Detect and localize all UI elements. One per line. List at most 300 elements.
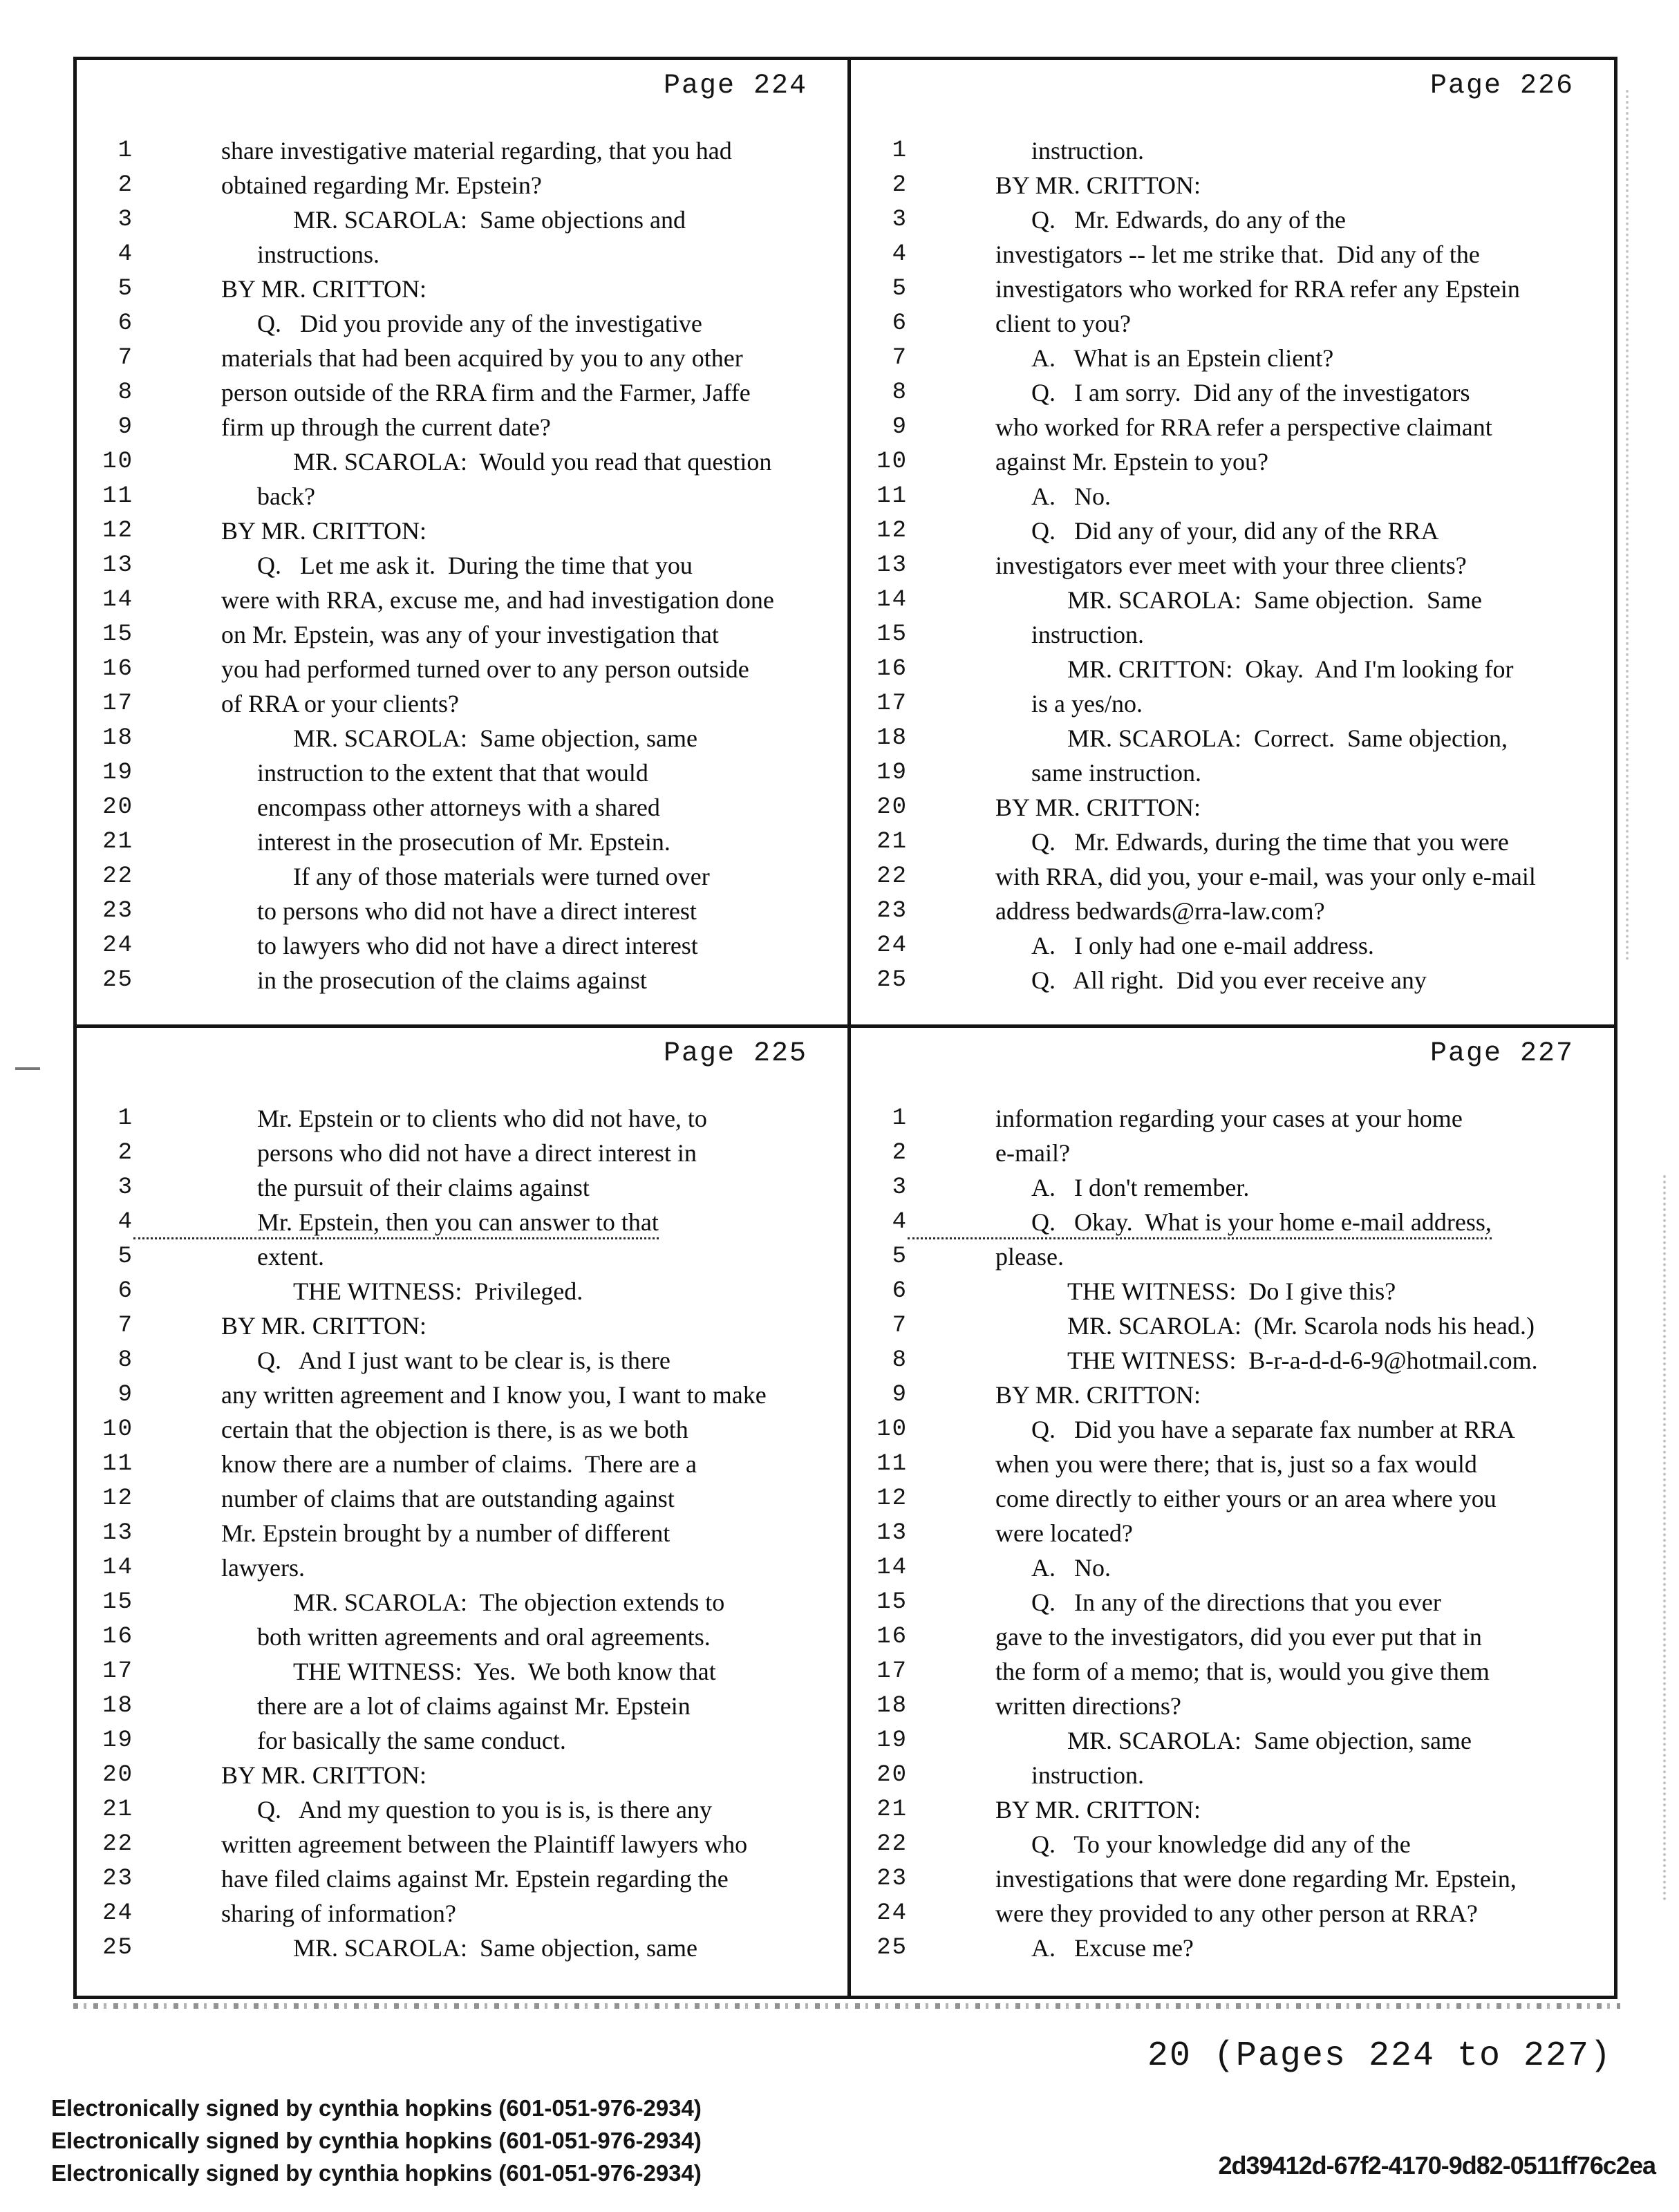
line-number: 22 xyxy=(102,1831,133,1857)
line-text: BY MR. CRITTON: xyxy=(995,1796,1201,1824)
transcript-line xyxy=(77,1412,847,1447)
line-text: MR. SCAROLA: Correct. Same objection, xyxy=(1067,724,1508,752)
line-text: MR. SCAROLA: Same objections and xyxy=(293,206,686,234)
line-number: 1 xyxy=(892,1105,908,1132)
line-text: share investigative material regarding, that you had xyxy=(221,137,732,165)
line-number: 17 xyxy=(102,691,133,717)
transcript-line xyxy=(77,1862,847,1896)
transcript-line xyxy=(77,1689,847,1723)
line-text: were they provided to any other person at RRA? xyxy=(995,1900,1478,1927)
line-number: 19 xyxy=(102,760,133,786)
line-text: BY MR. CRITTON: xyxy=(221,1312,427,1340)
line-number: 21 xyxy=(102,1797,133,1823)
line-text: Q. I am sorry. Did any of the investigators xyxy=(1031,379,1470,406)
line-number: 8 xyxy=(892,379,908,406)
transcript-line xyxy=(77,1101,847,1136)
line-number: 14 xyxy=(102,1555,133,1581)
line-text: for basically the same conduct. xyxy=(257,1727,566,1754)
transcript-line xyxy=(77,168,847,203)
line-text: A. I don't remember. xyxy=(1031,1174,1250,1201)
transcript-line xyxy=(77,203,847,237)
transcript-page-226 xyxy=(851,60,1614,1028)
transcript-line xyxy=(77,375,847,410)
line-number: 6 xyxy=(892,310,908,337)
line-number: 9 xyxy=(118,414,133,440)
line-number: 19 xyxy=(876,760,908,786)
transcript-line xyxy=(851,1274,1614,1309)
line-number: 10 xyxy=(102,1416,133,1443)
line-text: you had performed turned over to any person outside xyxy=(221,655,749,683)
line-number: 2 xyxy=(892,172,908,198)
page-header: Page 225 xyxy=(663,1038,807,1069)
line-number: 2 xyxy=(892,1140,908,1166)
line-number: 7 xyxy=(118,345,133,371)
line-text: written agreement between the Plaintiff lawyers who xyxy=(221,1830,748,1858)
transcript-line xyxy=(77,1205,847,1239)
line-number: 17 xyxy=(102,1658,133,1685)
line-number: 16 xyxy=(102,656,133,682)
line-text: THE WITNESS: Privileged. xyxy=(293,1277,583,1305)
line-text: instruction. xyxy=(1031,1761,1144,1789)
transcript-line xyxy=(851,1170,1614,1205)
line-text: MR. SCAROLA: Same objection, same xyxy=(1067,1727,1472,1754)
line-number: 12 xyxy=(102,1485,133,1512)
transcript-line xyxy=(77,341,847,375)
line-text: the form of a memo; that is, would you give them xyxy=(995,1658,1490,1685)
line-text: have filed claims against Mr. Epstein regarding the xyxy=(221,1865,729,1893)
transcript-line xyxy=(851,686,1614,721)
transcript-line xyxy=(77,790,847,825)
transcript-line xyxy=(851,928,1614,963)
line-number: 11 xyxy=(876,483,908,509)
line-text: THE WITNESS: Do I give this? xyxy=(1067,1277,1396,1305)
transcript-line xyxy=(77,1550,847,1585)
line-text: THE WITNESS: Yes. We both know that xyxy=(293,1658,716,1685)
line-number: 20 xyxy=(876,794,908,821)
transcript-line xyxy=(77,756,847,790)
scan-edge-artifact xyxy=(1626,90,1629,961)
transcript-line xyxy=(77,237,847,272)
transcript-line xyxy=(851,1239,1614,1274)
line-number: 25 xyxy=(102,967,133,993)
signature-block xyxy=(51,2092,702,2189)
line-text: sharing of information? xyxy=(221,1900,456,1927)
line-text: A. What is an Epstein client? xyxy=(1031,344,1334,372)
transcript-line xyxy=(851,583,1614,617)
line-number: 5 xyxy=(892,276,908,302)
line-number: 8 xyxy=(118,1347,133,1374)
transcript-line xyxy=(851,514,1614,548)
line-text: to lawyers who did not have a direct interest xyxy=(257,932,698,959)
line-number: 17 xyxy=(876,691,908,717)
transcript-grid xyxy=(73,57,1617,1999)
transcript-page-224 xyxy=(77,60,851,1028)
line-text: both written agreements and oral agreements. xyxy=(257,1623,711,1651)
line-text: BY MR. CRITTON: xyxy=(221,517,427,545)
line-text: persons who did not have a direct interest in xyxy=(257,1139,697,1167)
line-text: Mr. Epstein or to clients who did not have, to xyxy=(257,1105,707,1132)
line-text: were with RRA, excuse me, and had investigation done xyxy=(221,586,774,614)
line-number: 24 xyxy=(102,1900,133,1927)
transcript-line xyxy=(77,1516,847,1550)
transcript-line xyxy=(77,1447,847,1481)
transcript-line xyxy=(851,1689,1614,1723)
page-header: Page 224 xyxy=(663,71,807,102)
transcript-line xyxy=(851,1205,1614,1239)
transcript-line xyxy=(77,859,847,894)
transcript-line xyxy=(77,1792,847,1827)
transcript-line xyxy=(851,894,1614,928)
transcript-line xyxy=(851,1896,1614,1931)
transcript-line xyxy=(851,1343,1614,1378)
transcript-line xyxy=(851,1309,1614,1343)
line-number: 1 xyxy=(892,138,908,164)
transcript-line xyxy=(77,1827,847,1862)
line-text: encompass other attorneys with a shared xyxy=(257,794,660,821)
line-text: BY MR. CRITTON: xyxy=(995,1381,1201,1409)
transcript-line xyxy=(77,1723,847,1758)
transcript-line xyxy=(851,1101,1614,1136)
transcript-line xyxy=(851,652,1614,686)
line-text: A. No. xyxy=(1031,1554,1111,1582)
transcript-line xyxy=(77,1136,847,1170)
line-text: investigators ever meet with your three clients? xyxy=(995,552,1467,579)
line-number: 4 xyxy=(892,1209,908,1235)
line-number: 9 xyxy=(892,414,908,440)
transcript-line xyxy=(77,963,847,997)
line-number: 8 xyxy=(118,379,133,406)
line-number: 22 xyxy=(876,1831,908,1857)
line-number: 15 xyxy=(876,1589,908,1615)
line-number: 12 xyxy=(876,518,908,544)
line-text: with RRA, did you, your e-mail, was your only e-mail xyxy=(995,863,1536,890)
line-number: 13 xyxy=(876,552,908,579)
signature-line: Electronically signed by cynthia hopkins (601-051-976-2934) xyxy=(51,2095,702,2121)
transcript-line xyxy=(851,1136,1614,1170)
line-number: 8 xyxy=(892,1347,908,1374)
line-text: come directly to either yours or an area where you xyxy=(995,1485,1497,1512)
transcript-line xyxy=(77,479,847,514)
transcript-line xyxy=(851,963,1614,997)
transcript-line xyxy=(77,583,847,617)
line-number: 19 xyxy=(876,1727,908,1754)
line-number: 7 xyxy=(892,1313,908,1339)
line-number: 5 xyxy=(118,276,133,302)
line-text: number of claims that are outstanding against xyxy=(221,1485,675,1512)
transcript-line xyxy=(851,1585,1614,1620)
line-number: 6 xyxy=(118,1278,133,1304)
line-number: 5 xyxy=(118,1244,133,1270)
line-number: 21 xyxy=(876,1797,908,1823)
line-text: Q. Did any of your, did any of the RRA xyxy=(1031,517,1439,545)
line-number: 4 xyxy=(892,241,908,268)
line-number: 20 xyxy=(102,794,133,821)
transcript-line xyxy=(851,1481,1614,1516)
scan-noise-band xyxy=(73,2003,1620,2009)
transcript-page-227 xyxy=(851,1028,1614,1996)
line-text: BY MR. CRITTON: xyxy=(995,794,1201,821)
line-number: 3 xyxy=(892,1174,908,1201)
line-number: 22 xyxy=(102,863,133,890)
transcript-line xyxy=(77,721,847,756)
line-text: investigators -- let me strike that. Did any of the xyxy=(995,241,1480,268)
transcript-line xyxy=(77,1620,847,1654)
line-number: 23 xyxy=(102,898,133,924)
line-text: instruction. xyxy=(1031,137,1144,165)
transcript-line xyxy=(77,1378,847,1412)
line-text: A. I only had one e-mail address. xyxy=(1031,932,1374,959)
line-number: 16 xyxy=(102,1624,133,1650)
transcript-line xyxy=(77,825,847,859)
line-number: 7 xyxy=(892,345,908,371)
transcript-line xyxy=(851,1862,1614,1896)
signature-line: Electronically signed by cynthia hopkins (601-051-976-2934) xyxy=(51,2160,702,2186)
line-number: 24 xyxy=(876,932,908,959)
line-text: who worked for RRA refer a perspective claimant xyxy=(995,413,1492,441)
line-number: 9 xyxy=(118,1382,133,1408)
line-text: e-mail? xyxy=(995,1139,1070,1167)
line-number: 18 xyxy=(102,725,133,751)
transcript-line xyxy=(77,1309,847,1343)
transcript-line xyxy=(77,928,847,963)
line-text: MR. SCAROLA: (Mr. Scarola nods his head.) xyxy=(1067,1312,1535,1340)
line-text: Q. And I just want to be clear is, is there xyxy=(257,1347,670,1374)
line-text: on Mr. Epstein, was any of your investigation that xyxy=(221,621,719,648)
line-number: 21 xyxy=(102,829,133,855)
line-text: Q. Okay. What is your home e-mail address, xyxy=(908,1205,1492,1239)
line-number: 15 xyxy=(876,621,908,648)
transcript-line xyxy=(77,1896,847,1931)
line-text: Q. Mr. Edwards, during the time that you were xyxy=(1031,828,1509,856)
line-text: please. xyxy=(995,1243,1064,1271)
line-text: Q. Did you provide any of the investigative xyxy=(257,310,702,337)
line-text: MR. CRITTON: Okay. And I'm looking for xyxy=(1067,655,1514,683)
transcript-line xyxy=(851,1723,1614,1758)
line-number: 7 xyxy=(118,1313,133,1339)
line-text: extent. xyxy=(257,1243,324,1271)
transcript-line xyxy=(851,756,1614,790)
transcript-line xyxy=(77,1585,847,1620)
line-text: instructions. xyxy=(257,241,379,268)
line-number: 9 xyxy=(892,1382,908,1408)
line-text: any written agreement and I know you, I want to make xyxy=(221,1381,767,1409)
transcript-line xyxy=(851,1378,1614,1412)
line-number: 24 xyxy=(876,1900,908,1927)
transcript-line xyxy=(851,1550,1614,1585)
transcript-line xyxy=(77,272,847,306)
transcript-line xyxy=(851,272,1614,306)
scan-margin-artifact xyxy=(15,1067,40,1070)
line-number: 14 xyxy=(876,1555,908,1581)
scan-edge-artifact xyxy=(1663,1175,1666,1901)
line-number: 17 xyxy=(876,1658,908,1685)
line-text: A. Excuse me? xyxy=(1031,1934,1194,1962)
line-number: 2 xyxy=(118,172,133,198)
line-number: 14 xyxy=(102,587,133,613)
transcript-line xyxy=(851,203,1614,237)
line-text: address bedwards@rra-law.com? xyxy=(995,897,1325,925)
line-number: 11 xyxy=(102,1451,133,1477)
transcript-line xyxy=(851,1758,1614,1792)
line-text: instruction. xyxy=(1031,621,1144,648)
line-text: THE WITNESS: B-r-a-d-d-6-9@hotmail.com. xyxy=(1067,1347,1538,1374)
line-number: 6 xyxy=(892,1278,908,1304)
line-number: 13 xyxy=(876,1520,908,1546)
line-number: 12 xyxy=(876,1485,908,1512)
transcript-line xyxy=(851,1931,1614,1965)
transcript-line xyxy=(851,1412,1614,1447)
line-number: 1 xyxy=(118,138,133,164)
transcript-line xyxy=(77,617,847,652)
line-text: MR. SCAROLA: The objection extends to xyxy=(293,1588,725,1616)
transcript-line xyxy=(77,514,847,548)
transcript-line xyxy=(77,444,847,479)
line-text: know there are a number of claims. There are a xyxy=(221,1450,697,1478)
transcript-line xyxy=(851,306,1614,341)
line-number: 5 xyxy=(892,1244,908,1270)
line-text: If any of those materials were turned over xyxy=(293,863,710,890)
transcript-lines xyxy=(77,1101,847,1965)
line-number: 15 xyxy=(102,1589,133,1615)
transcript-line xyxy=(77,1481,847,1516)
transcript-line xyxy=(851,1620,1614,1654)
transcript-line xyxy=(851,410,1614,444)
line-number: 11 xyxy=(876,1451,908,1477)
line-text: Q. All right. Did you ever receive any xyxy=(1031,966,1427,994)
line-text: information regarding your cases at your home xyxy=(995,1105,1463,1132)
line-text: Q. In any of the directions that you ever xyxy=(1031,1588,1441,1616)
line-text: Q. To your knowledge did any of the xyxy=(1031,1830,1411,1858)
line-text: person outside of the RRA firm and the Farmer, Jaffe xyxy=(221,379,751,406)
transcript-line xyxy=(77,1343,847,1378)
transcript-line xyxy=(851,444,1614,479)
line-number: 18 xyxy=(876,1693,908,1719)
sheet-page-label: 20 (Pages 224 to 227) xyxy=(1147,2036,1612,2076)
transcript-line xyxy=(851,825,1614,859)
line-text: same instruction. xyxy=(1031,759,1201,787)
line-number: 18 xyxy=(876,725,908,751)
transcript-page-225 xyxy=(77,1028,851,1996)
line-number: 13 xyxy=(102,1520,133,1546)
transcript-line xyxy=(77,1758,847,1792)
line-text: certain that the objection is there, is as we both xyxy=(221,1416,688,1443)
line-number: 19 xyxy=(102,1727,133,1754)
line-number: 20 xyxy=(876,1762,908,1788)
transcript-line xyxy=(77,686,847,721)
transcript-line xyxy=(851,168,1614,203)
transcript-line xyxy=(851,1827,1614,1862)
line-text: there are a lot of claims against Mr. Epstein xyxy=(257,1692,691,1720)
line-number: 3 xyxy=(892,207,908,233)
line-number: 23 xyxy=(876,898,908,924)
transcript-line xyxy=(77,1274,847,1309)
line-number: 10 xyxy=(102,449,133,475)
line-number: 13 xyxy=(102,552,133,579)
line-text: is a yes/no. xyxy=(1031,690,1143,718)
transcript-line xyxy=(851,790,1614,825)
transcript-line xyxy=(77,1239,847,1274)
transcript-line xyxy=(77,548,847,583)
signature-line: Electronically signed by cynthia hopkins (601-051-976-2934) xyxy=(51,2128,702,2153)
line-number: 23 xyxy=(876,1866,908,1892)
page-header: Page 227 xyxy=(1429,1038,1574,1069)
transcript-line xyxy=(851,1654,1614,1689)
line-number: 24 xyxy=(102,932,133,959)
line-number: 14 xyxy=(876,587,908,613)
line-number: 22 xyxy=(876,863,908,890)
transcript-lines xyxy=(851,133,1614,997)
line-text: investigations that were done regarding Mr. Epstein, xyxy=(995,1865,1517,1893)
transcript-line xyxy=(77,306,847,341)
transcript-line xyxy=(851,859,1614,894)
line-text: in the prosecution of the claims against xyxy=(257,966,647,994)
line-number: 11 xyxy=(102,483,133,509)
transcript-line xyxy=(851,1516,1614,1550)
transcript-line xyxy=(851,548,1614,583)
transcript-line xyxy=(851,133,1614,168)
line-number: 12 xyxy=(102,518,133,544)
line-number: 2 xyxy=(118,1140,133,1166)
line-number: 10 xyxy=(876,449,908,475)
line-text: MR. SCAROLA: Would you read that question xyxy=(293,448,772,476)
transcript-line xyxy=(851,1447,1614,1481)
line-text: were located? xyxy=(995,1519,1133,1547)
line-text: obtained regarding Mr. Epstein? xyxy=(221,171,542,199)
line-text: Mr. Epstein brought by a number of different xyxy=(221,1519,670,1547)
line-text: interest in the prosecution of Mr. Epstein. xyxy=(257,828,670,856)
line-number: 4 xyxy=(118,1209,133,1235)
transcript-line xyxy=(77,894,847,928)
transcript-line xyxy=(77,1931,847,1965)
transcript-lines xyxy=(77,133,847,997)
line-text: Mr. Epstein, then you can answer to that xyxy=(133,1205,659,1239)
line-text: the pursuit of their claims against xyxy=(257,1174,590,1201)
line-number: 25 xyxy=(876,967,908,993)
page-header: Page 226 xyxy=(1429,71,1574,102)
line-text: Q. And my question to you is is, is there any xyxy=(257,1796,712,1824)
transcript-line xyxy=(851,1792,1614,1827)
transcript-lines xyxy=(851,1101,1614,1965)
line-number: 16 xyxy=(876,656,908,682)
transcript-line xyxy=(77,133,847,168)
line-number: 4 xyxy=(118,241,133,268)
line-number: 16 xyxy=(876,1624,908,1650)
line-text: BY MR. CRITTON: xyxy=(221,1761,427,1789)
transcript-line xyxy=(851,237,1614,272)
transcript-line xyxy=(851,617,1614,652)
transcript-line xyxy=(77,652,847,686)
line-text: lawyers. xyxy=(221,1554,305,1582)
transcript-line xyxy=(77,1170,847,1205)
line-text: investigators who worked for RRA refer any Epstein xyxy=(995,275,1520,303)
line-text: of RRA or your clients? xyxy=(221,690,459,718)
line-text: Q. Mr. Edwards, do any of the xyxy=(1031,206,1346,234)
line-text: written directions? xyxy=(995,1692,1181,1720)
line-text: MR. SCAROLA: Same objection, same xyxy=(293,724,697,752)
document-id: 2d39412d-67f2-4170-9d82-0511ff76c2ea xyxy=(1218,2151,1655,2180)
line-number: 21 xyxy=(876,829,908,855)
transcript-line xyxy=(851,341,1614,375)
line-text: client to you? xyxy=(995,310,1131,337)
line-number: 20 xyxy=(102,1762,133,1788)
line-text: to persons who did not have a direct interest xyxy=(257,897,697,925)
line-text: firm up through the current date? xyxy=(221,413,551,441)
transcript-line xyxy=(851,479,1614,514)
line-text: gave to the investigators, did you ever put that in xyxy=(995,1623,1482,1651)
line-text: materials that had been acquired by you to any other xyxy=(221,344,743,372)
line-text: BY MR. CRITTON: xyxy=(995,171,1201,199)
transcript-line xyxy=(851,375,1614,410)
